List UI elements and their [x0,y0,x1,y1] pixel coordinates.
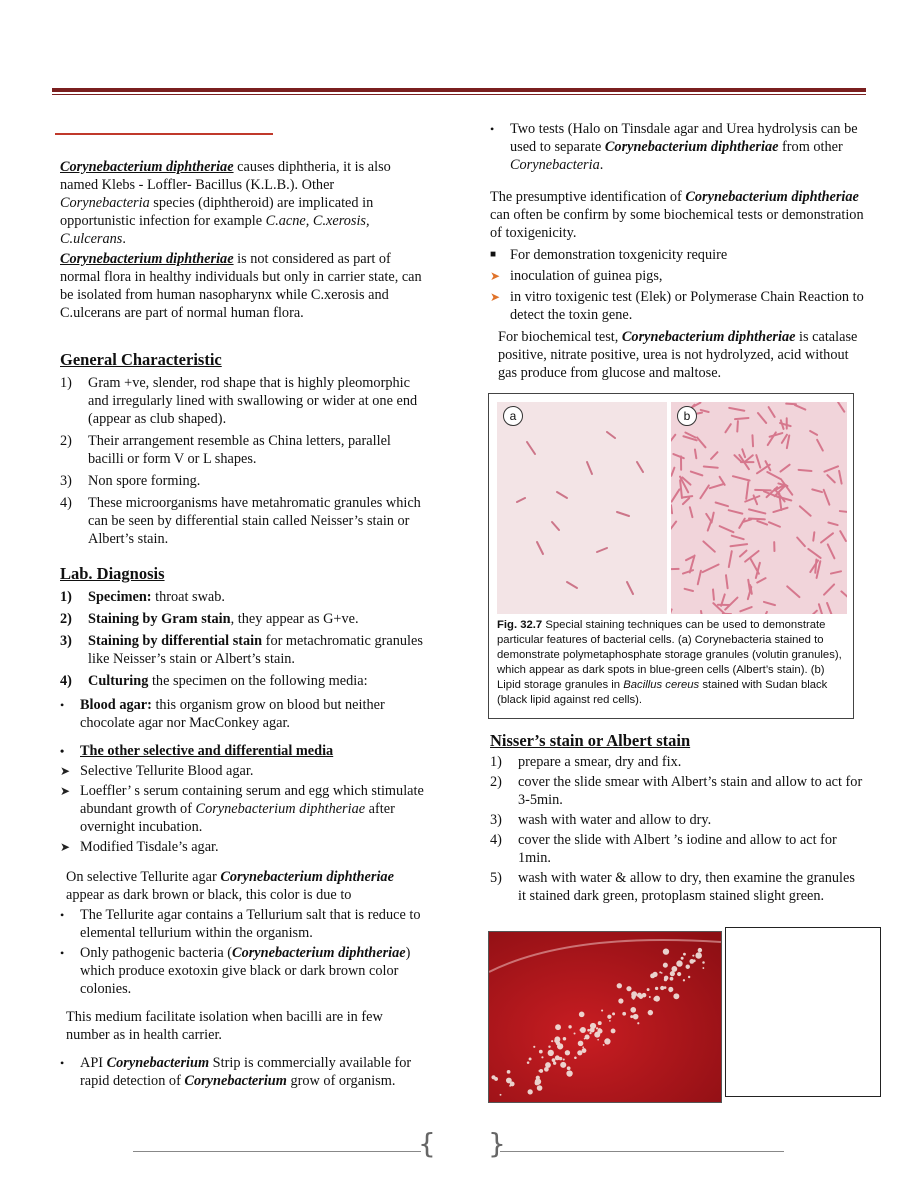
text-run: Two tests (Halo on Tinsdale agar and Urea hydrolysis can be used to separate [510,121,858,155]
text-run: causes diphtheria, it is also named Klebs - Loffler- Bacillus (K.L.B.). Other [60,159,391,193]
text-run: wash with water & allow to dry, then examine the granules it stained dark green, protoplasm stained slight green. [518,870,855,904]
list-item [60,610,425,628]
list-item [490,831,866,867]
bullet-dot: • [490,122,495,136]
api-item [60,1054,425,1090]
text-run: inoculation of guinea pigs, [510,268,663,284]
text-run: API [80,1055,107,1071]
micrograph-a [497,402,667,614]
list-number: 1) [490,754,502,770]
text-run: is not considered as part of normal flora in healthy individuals but only in carrier state, can be isolated from human nasopharynx while C.xerosis and C.ulcerans are part of normal human flora. [60,251,422,321]
text-run: Corynebacterium diphtheriae [604,139,779,155]
text-run: On selective Tellurite agar [66,869,221,885]
general-list [60,374,425,548]
other-media-heading: The other selective and differential media [80,743,334,759]
list-item [60,672,425,690]
title-underline [55,133,273,135]
text-run: Corynebacterium [106,1055,210,1071]
arrow-bullet-icon: ➤ [60,764,71,778]
list-number: 1) [60,589,72,605]
text-run: ) which produce exotoxin give black or dark brown color colonies. [80,945,411,997]
text-run: Corynebacterium diphtheriae [60,251,234,267]
albert-section [490,731,866,905]
list-item [60,374,425,428]
right-column [490,120,866,382]
bullet-dot: • [60,744,65,758]
media-list [60,762,425,856]
footer-rule-right [500,1151,784,1152]
left-column [60,158,425,1090]
list-number: 3) [60,473,72,489]
text-run: Corynebacterium diphtheriae [195,801,366,817]
list-item [60,906,425,942]
text-run: Bacillus cereus [623,679,700,691]
list-item [490,869,866,905]
text-run: Selective Tellurite Blood agar. [80,763,254,779]
list-item [60,838,425,856]
text-run: For biochemical test, [498,329,622,345]
text-run: the specimen on the following media: [148,673,368,689]
toxigenicity-item [490,246,866,264]
text-run: Non spore forming. [88,473,201,489]
list-number: 4) [490,832,502,848]
text-run: species (diphtheroid) are implicated in opportunistic infection for example [60,195,374,229]
list-item [490,811,866,829]
text-run: in vitro toxigenic test (Elek) or Polymerase Chain Reaction to detect the toxin gene. [510,289,864,323]
list-item [60,632,425,668]
micrograph-b [671,402,847,614]
text-run: appear as dark brown or black, this color is due to [66,887,352,903]
text-run: stained with Sudan black (black lipid against red cells). [497,679,828,706]
text-run: cover the slide with Albert ’s iodine and allow to act for 1min. [518,832,837,866]
text-run: is catalase positive, nitrate positive, urea is not hydrolyzed, acid without gas produce from glucose and maltose. [498,329,858,381]
text-run: Gram +ve, slender, rod shape that is highly pleomorphic and irregularly lined with swallowing or wider at one end (appear as club shaped). [88,375,418,427]
header-rule-thick [52,88,866,92]
text-run: for metachromatic granules like Neisser’s stain or Albert’s stain. [88,633,423,667]
footer-rule-left [133,1151,421,1152]
footer-bracket-right: } [488,1127,506,1160]
square-bullet: ■ [490,249,497,260]
general-heading: General Characteristic [60,350,222,369]
list-number: 1) [60,375,72,391]
intro-paragraph-1 [60,158,425,248]
text-run: prepare a smear, dry and fix. [518,754,682,770]
bullet-dot: • [60,698,65,712]
text-run: The Tellurite agar contains a Tellurium salt that is reduce to elemental tellurium within the organism. [80,907,421,941]
text-run: These microorganisms have metahromatic granules which can be seen by differential stain called Neisser’s stain or Albert’s stain. [88,495,421,547]
text-run: Corynebacteria [60,195,150,211]
tellurite-agar-photo [488,931,722,1103]
list-number: 5) [490,870,502,886]
list-number: 4) [60,673,72,689]
arrow-bullet-icon: ➤ [490,269,501,283]
text-run: Loeffler’ s serum containing serum and egg which stimulate abundant growth of [80,783,424,817]
text-run: The presumptive identification of [490,189,686,205]
text-run: Only pathogenic bacteria ( [80,945,233,961]
text-run: This medium facilitate isolation when bacilli are in few number as in health carrier. [66,1009,383,1043]
list-item [60,494,425,548]
list-item [60,762,425,780]
list-item [490,753,866,771]
micrograph-a-image [497,402,667,614]
text-run: Corynebacterium diphtheriae [220,869,394,885]
arrow-bullet-icon: ➤ [60,840,71,854]
biochemical-paragraph [490,328,866,382]
header-rule-thin [52,94,866,95]
arrow-bullet-icon: ➤ [490,290,501,304]
list-item [490,267,866,285]
text-run: Fig. 32.7 [497,619,543,631]
text-run: Corynebacterium diphtheriae [621,329,796,345]
list-item [60,782,425,836]
text-run: . [599,157,604,173]
list-number: 2) [60,611,72,627]
list-item [490,288,866,324]
list-number: 2) [490,774,502,790]
tellurite-intro [60,868,425,904]
text-run: , they appear as G+ve. [230,611,359,627]
bullet-dot: • [60,1056,65,1070]
text-run: can often be confirm by some biochemical tests or demonstration of toxigenicity. [490,207,864,241]
text-run: cover the slide smear with Albert’s stain and allow to act for 3-5min. [518,774,863,808]
toxin-tests-list [490,267,866,324]
albert-heading: Nisser’s stain or Albert stain [490,731,691,750]
list-item [60,588,425,606]
lab-list [60,588,425,690]
blood-agar-item [60,696,425,732]
agar-plate-image [489,932,721,1102]
figure-caption [497,618,847,708]
list-item [490,773,866,809]
text-run: Strip is commercially available for rapid detection of [80,1055,412,1089]
list-number: 3) [490,812,502,828]
stain-figure [488,393,854,719]
list-number: 3) [60,633,72,649]
albert-steps [490,753,866,905]
facilitate-paragraph [60,1008,425,1044]
text-run: For demonstration toxgenicity require [510,247,728,263]
text-run: Staining by differential stain [88,633,263,649]
text-run: throat swab. [151,589,225,605]
text-run: Specimen: [88,589,152,605]
list-number: 4) [60,495,72,511]
list-item [60,944,425,998]
empty-frame [725,927,881,1097]
text-run: Corynebacteria [510,157,600,173]
text-run: grow of organism. [286,1073,396,1089]
list-number: 2) [60,433,72,449]
bullet-dot: • [60,946,65,960]
text-run: Corynebacterium diphtheriae [685,189,859,205]
bullet-dot: • [60,908,65,922]
text-run: Modified Tisdale’s agar. [80,839,219,855]
text-run: Corynebacterium diphtheriae [60,159,234,175]
text-run: Their arrangement resemble as China letters, parallel bacilli or form V or L shapes. [88,433,391,467]
text-run: Blood agar: [80,697,152,713]
text-run: Corynebacterium diphtheriae [232,945,406,961]
text-run: from other [778,139,843,155]
text-run: wash with water and allow to dry. [518,812,712,828]
two-tests-item [490,120,866,174]
text-run: . [122,231,126,247]
footer-bracket-left: { [418,1127,436,1160]
other-media-heading-item [60,742,425,760]
list-item [60,472,425,490]
presumptive-paragraph [490,188,866,242]
lab-heading: Lab. Diagnosis [60,564,165,583]
text-run: after overnight incubation. [80,801,395,835]
text-run: Culturing [88,673,149,689]
panel-label-b: b [677,406,697,426]
list-item [60,432,425,468]
arrow-bullet-icon: ➤ [60,784,71,798]
panel-label-a: a [503,406,523,426]
text-run: this organism grow on blood but neither chocolate agar nor MacConkey agar. [80,697,385,731]
text-run: C.acne, C.xerosis, C.ulcerans [60,213,370,247]
text-run: Special staining techniques can be used to demonstrate particular features of bacterial cells. (a) Corynebacteria stained to demonstrate polymetaphosphate storage granules (volutin granules), which appear as dark spots in blue-green cells (Albert’s stain). (b) Lipid storage granules in [497,619,842,691]
micrograph-b-image [671,402,847,614]
tellurite-points [60,906,425,998]
text-run: Corynebacterium [184,1073,287,1089]
intro-paragraph-2 [60,250,425,322]
text-run: Staining by Gram stain [88,611,231,627]
